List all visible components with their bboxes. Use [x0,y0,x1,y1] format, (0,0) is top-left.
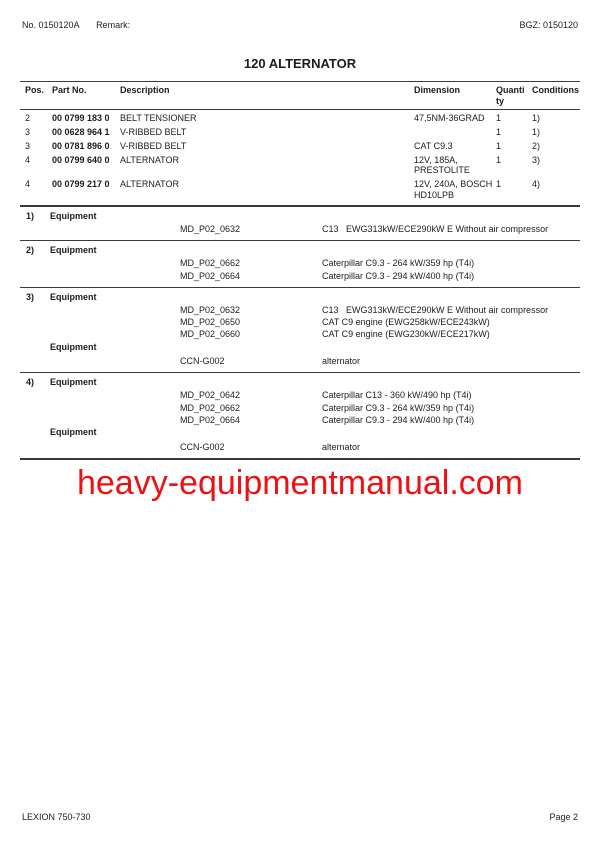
dimension-line: 12V, 185A, [414,154,458,165]
equipment-entry-row [20,304,580,316]
col-header-part-no: Part No. [52,85,87,95]
pos-cell: 2 [25,112,31,123]
dimension-cell [414,155,496,176]
equipment-description: alternator [322,441,361,452]
col-header-quantity [496,85,532,107]
col-header-conditions: Conditions [532,85,579,95]
equipment-entry-row [20,355,580,367]
equipment-entry-row [20,257,580,269]
conditions-cell: 1) [532,112,541,123]
description-cell: ALTERNATOR [120,179,180,189]
qty-cell: 1 [496,179,502,189]
condition-section-4 [20,373,580,459]
equipment-label: Equipment [50,245,97,256]
equipment-label: Equipment [50,211,97,221]
col-header-pos: Pos. [25,85,45,95]
equipment-code: CCN-G002 [180,356,225,367]
equipment-entry-row [20,270,580,282]
header-right [519,20,578,31]
equipment-code: MD_P02_0664 [180,414,241,425]
equipment-description: Caterpillar C9.3 - 294 kW/400 hp (T4i) [322,414,475,425]
qty-cell: 1 [496,140,502,151]
description-cell: V-RIBBED BELT [120,126,187,137]
qty-cell: 1 [496,126,502,137]
condition-section-1 [20,207,580,241]
header-left [22,20,144,31]
part-no-cell: 00 0799 640 0 [52,154,110,165]
section-header-row [20,244,580,257]
equipment-code: MD_P02_0632 [180,304,241,315]
table-header-row [20,82,580,109]
equipment-description: C13 EWG313kW/ECE290kW E Without air compressor [322,224,549,234]
equipment-code: MD_P02_0664 [180,270,241,281]
equipment-description: CAT C9 engine (EWG230kW/ECE217kW) [322,329,490,340]
equipment-entry-row [20,414,580,426]
equipment-description: Caterpillar C9.3 - 264 kW/359 hp (T4i) [322,402,475,413]
description-cell: BELT TENSIONER [120,112,197,123]
dimension-line: HD10LPB [414,189,455,200]
watermark-text: heavy-equipmentmanual.com [76,463,524,502]
equipment-description: alternator [322,356,361,367]
dimension-line: CAT C9.3 [414,140,453,151]
equipment-description: Caterpillar C9.3 - 264 kW/359 hp (T4i) [322,258,475,269]
condition-ref: 2) [26,245,35,256]
equipment-label: Equipment [50,427,97,438]
table-row [20,178,580,203]
dimension-line: 47,5NM-36GRAD [414,112,485,123]
dimension-cell [414,141,496,152]
equipment-entry-row [20,328,580,340]
page-title: 120 ALTERNATOR [243,56,357,71]
page-footer [22,812,578,823]
condition-ref: 4) [26,377,35,388]
bgz-number: BGZ: 0150120 [519,20,578,30]
sub-equipment-label-row [20,341,580,353]
equipment-code: MD_P02_0632 [180,224,241,234]
equipment-code: MD_P02_0660 [180,329,241,340]
page-header [22,20,578,31]
col-header-dimension: Dimension [414,85,461,95]
quantity-header-line1: Quanti [496,85,525,95]
description-cell: V-RIBBED BELT [120,140,187,151]
equipment-code: MD_P02_0662 [180,258,241,269]
model-label: LEXION 750-730 [22,812,91,822]
content-area [20,81,580,502]
conditions-cell: 1) [532,126,541,137]
equipment-description: Caterpillar C9.3 - 294 kW/400 hp (T4i) [322,270,475,281]
part-no-cell: 00 0799 183 0 [52,112,110,123]
dimension-line: 12V, 240A, BOSCH [414,179,493,189]
conditions-cell: 3) [532,154,541,165]
equipment-code: MD_P02_0642 [180,390,241,401]
condition-ref: 1) [26,211,35,221]
equipment-entry-row [20,402,580,414]
equipment-code: CCN-G002 [180,441,225,452]
condition-ref: 3) [26,291,35,302]
dimension-cell [414,179,496,200]
table-row [20,139,580,153]
equipment-entry-row [20,316,580,328]
dimension-cell [414,127,496,138]
conditions-cell: 4) [532,179,541,189]
pos-cell: 3 [25,126,31,137]
equipment-label: Equipment [50,291,97,302]
sub-equipment-label-row [20,426,580,438]
part-no-cell: 00 0781 896 0 [52,140,110,151]
dimension-cell [414,113,496,124]
equipment-entry-row [20,389,580,401]
equipment-code: MD_P02_0650 [180,317,241,328]
col-header-description: Description [120,85,170,95]
condition-section-3 [20,288,580,373]
equipment-entry-row [20,441,580,453]
section-header-row [20,291,580,304]
remark-label: Remark: [96,20,131,30]
description-cell: ALTERNATOR [120,154,180,165]
qty-cell: 1 [496,112,502,123]
section-header-row [20,210,580,223]
table-row [20,111,580,125]
table-row [20,153,580,178]
equipment-code: MD_P02_0662 [180,402,241,413]
equipment-entry-row [20,223,580,235]
part-no-cell: 00 0628 964 1 [52,126,110,137]
pos-cell: 3 [25,140,31,151]
pos-cell: 4 [25,154,31,165]
table-header [20,81,580,110]
equipment-description: CAT C9 engine (EWG258kW/ECE243kW) [322,317,490,328]
part-no-cell: 00 0799 217 0 [52,179,110,189]
dimension-line: PRESTOLITE [414,165,470,175]
table-body [20,110,580,207]
qty-cell: 1 [496,154,502,165]
pos-cell: 4 [25,179,31,189]
equipment-description: Caterpillar C13 - 360 kW/490 hp (T4i) [322,390,472,401]
table-row [20,125,580,139]
quantity-header-line2: ty [496,96,505,106]
doc-number: No. 0150120A [22,20,80,30]
equipment-label: Equipment [50,377,97,388]
page-number: Page 2 [549,812,578,822]
equipment-label: Equipment [50,341,97,352]
section-header-row [20,376,580,389]
condition-section-2 [20,241,580,288]
equipment-description: C13 EWG313kW/ECE290kW E Without air compressor [322,304,549,315]
conditions-cell: 2) [532,140,541,151]
